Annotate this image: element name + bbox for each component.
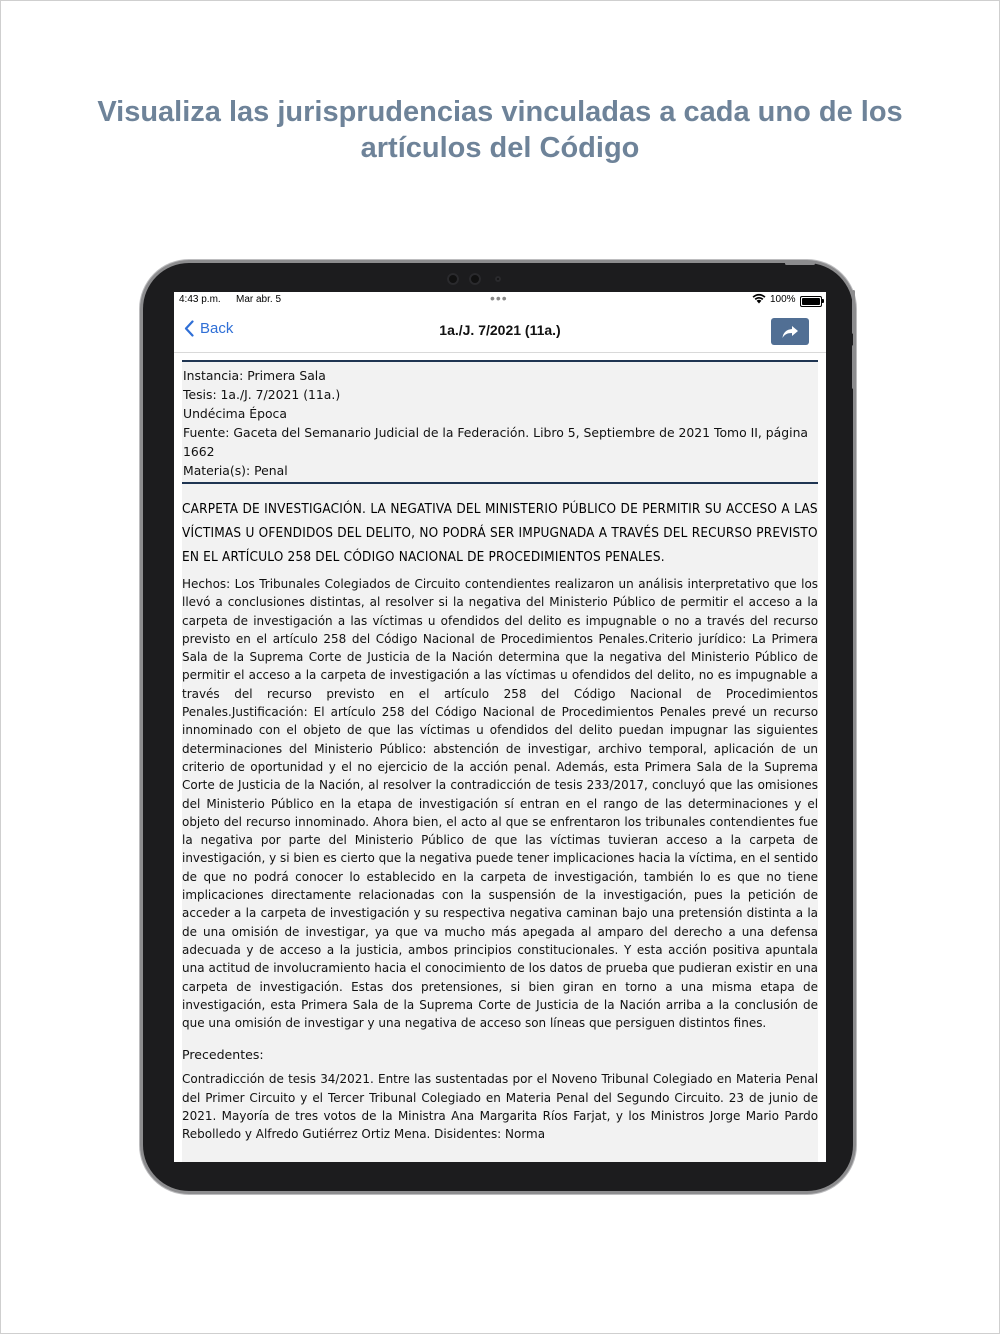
device-screen — [174, 292, 826, 1162]
back-label: Back — [200, 320, 234, 337]
meta-tesis: Tesis: 1a./J. 7/2021 (11a.) — [183, 387, 341, 402]
battery-percent: 100% — [770, 294, 796, 305]
precedentes-label: Precedentes: — [182, 1047, 264, 1063]
meta-epoca: Undécima Época — [183, 406, 287, 421]
share-button[interactable] — [771, 318, 809, 345]
camera-lens-icon — [469, 273, 481, 285]
camera-sensor-icon — [447, 273, 459, 285]
back-button[interactable] — [184, 320, 233, 337]
thesis-content[interactable] — [182, 360, 818, 1162]
meta-instancia: Instancia: Primera Sala — [183, 368, 326, 383]
share-arrow-icon — [781, 325, 799, 339]
chevron-left-icon — [184, 320, 194, 337]
multitasking-dots-icon[interactable]: ••• — [490, 292, 508, 306]
divider-bottom — [182, 482, 818, 484]
page-title: 1a./J. 7/2021 (11a.) — [439, 322, 561, 338]
camera-indicator-icon — [495, 276, 501, 282]
promo-headline: Visualiza las jurisprudencias vinculadas a cada uno de los artículos del Código — [97, 96, 903, 164]
wifi-icon — [752, 293, 766, 307]
volume-down-button — [852, 345, 855, 389]
battery-icon — [800, 296, 822, 307]
thesis-body: Hechos: Los Tribunales Colegiados de Circuito contendientes realizaron un análisis interpretativo que los llevó a conclusiones distintas, al resolver si la negativa del Ministerio Público de permitir el acceso a la carpeta de investigación a las víctimas u ofendidos del delito es impugnable o no a través del recurso previsto en el artículo 258 del Código Nacional de Procedimientos Penales.Criterio jurídico: La Primera Sala de la Suprema Corte de Justicia de la Nación determina que la negativa del Ministerio Público de permitir el acceso a la carpeta de investigación a las víctimas u ofendidos del delito, no es impugnable a través del recurso previsto en el artículo 258 del Código Nacional de Procedimientos Penales.Justificación: El artículo 258 del Código Nacional de Procedimientos Penales prevé un recurso innominado con el objeto de que las víctimas u ofendidos del delito puedan impugnar las siguientes determinaciones del Ministerio Público: abstención de investigar, archivo temporal, aplicación de un criterio de oportunidad y el no ejercicio de la acción penal. Además, esta Primera Sala de la Suprema Corte de Justicia de la Nación, al resolver la contradicción de tesis 233/2017, concluyó que las omisiones del Ministerio Público en la etapa de investigación sí entran en el rango de las determinaciones y el objeto del recurso innominado. Ahora bien, el acto al que se enfrentaron los tribunales contendientes fue la negativa por parte del Ministerio Público de que las víctimas tuvieran acceso a la carpeta de investigación, y si bien es cierto que la negativa puede tener implicaciones hacia la víctima, en el sentido de que no podrá conocer lo establecido en la carpeta de investigación, también lo es que no tiene implicaciones directamente relacionadas con la suspensión de la investigación, pues la petición de acceder a la carpeta de investigación y su respectiva negativa caminan bajo una pretensión distinta a la de una omisión de investigar, ya que va mucho más apegada al amparo del derecho a una defensa adecuada y de acceso a la justicia, ambos principios constitucionales. Y esta acción positiva apuntala una actitud de involucramiento hacia el conocimiento de los datos de prueba que pudieran existir en una carpeta de investigación. Estas dos pretensiones, si bien giran en torno a una misma etapa de investigación, esta Primera Sala de la Suprema Corte de Justicia de la Nación arriba a la conclusión de que una omisión de investigar y una negativa de acceso son líneas que persiguen distintos fines. — [182, 576, 818, 1031]
meta-materia: Materia(s): Penal — [183, 463, 288, 478]
navigation-bar — [174, 310, 826, 353]
status-date: Mar abr. 5 — [236, 294, 282, 305]
volume-up-button — [852, 290, 855, 334]
status-time: 4:43 p.m. — [179, 294, 221, 305]
status-bar — [174, 292, 826, 310]
thesis-metadata — [182, 362, 818, 482]
meta-fuente: Fuente: Gaceta del Semanario Judicial de la Federación. Libro 5, Septiembre de 2021 Tomo II, página 1662 — [183, 425, 809, 459]
precedentes-text: Contradicción de tesis 34/2021. Entre las sustentadas por el Noveno Tribunal Colegiado en Materia Penal del Primer Circuito y el Tercer Tribunal Colegiado en Materia Penal del Segundo Circuito. 23 de junio de 2021. Mayoría de tres votos de la Ministra Ana Margarita Ríos Farjat, y los Ministros Jorge Mario Pardo Rebolledo y Alfredo Gutiérrez Ortiz Mena. Disidentes: Norma — [182, 1071, 818, 1142]
top-button — [785, 262, 815, 265]
thesis-title: CARPETA DE INVESTIGACIÓN. LA NEGATIVA DEL MINISTERIO PÚBLICO DE PERMITIR SU ACCESO A LAS VÍCTIMAS U OFENDIDOS DEL DELITO, NO PODRÁ SER IMPUGNADA A TRAVÉS DEL RECURSO PREVISTO EN EL ARTÍCULO 258 DEL CÓDIGO NACIONAL DE PROCEDIMIENTOS PENALES. — [182, 502, 818, 565]
